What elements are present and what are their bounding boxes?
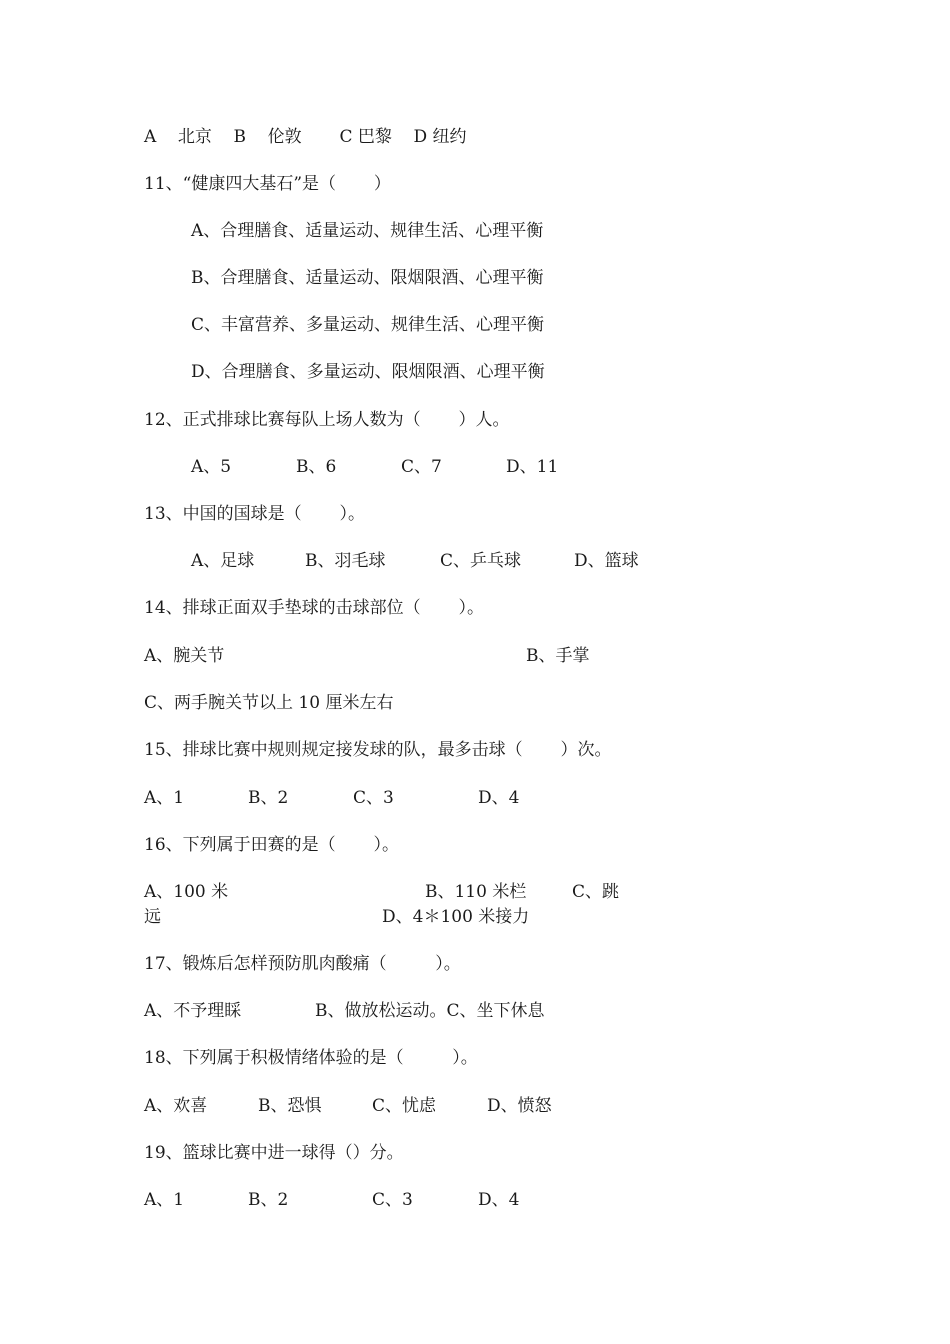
q15-question: 15、排球比赛中规则规定接发球的队，最多击球（ ）次。 [144,740,612,760]
q19-option-a: A、1 [144,1190,185,1210]
q12-question: 12、正式排球比赛每队上场人数为（ ）人。 [144,410,510,430]
q16-option-c: C、跳 [572,882,620,902]
q16-option-a: A、100 米 [144,882,229,902]
q17-question: 17、锻炼后怎样预防肌肉酸痛（ ）。 [144,954,461,974]
q14-question: 14、排球正面双手垫球的击球部位（ ）。 [144,598,484,618]
q13-question: 13、中国的国球是（ ）。 [144,504,365,524]
q19-option-b: B、2 [248,1190,289,1210]
q18-option-c: C、忧虑 [372,1096,437,1116]
q15-option-a: A、1 [144,788,185,808]
q15-option-c: C、3 [353,788,394,808]
q15-option-d: D、4 [478,788,520,808]
q12-option-d: D、11 [506,457,559,477]
q15-option-b: B、2 [248,788,289,808]
q14-option-b: B、手掌 [526,646,590,666]
q10-options: A 北京 B 伦敦 C 巴黎 D 纽约 [144,127,467,147]
q18-option-d: D、愤怒 [487,1096,552,1116]
q14-option-a: A、腕关节 [144,646,225,666]
q16-option-c-cont: 远 [144,907,161,927]
q18-option-a: A、欢喜 [144,1096,208,1116]
q13-option-d: D、篮球 [574,551,639,571]
q19-option-d: D、4 [478,1190,520,1210]
q13-option-a: A、足球 [191,551,255,571]
q17-option-b-c: B、做放松运动。C、坐下休息 [315,1001,545,1021]
q12-option-b: B、6 [296,457,337,477]
q12-option-c: C、7 [401,457,442,477]
q11-option-b: B、合理膳食、适量运动、限烟限酒、心理平衡 [191,268,544,288]
q11-option-c: C、丰富营养、多量运动、规律生活、心理平衡 [191,315,545,335]
q11-option-a: A、合理膳食、适量运动、规律生活、心理平衡 [191,221,544,241]
q11-question: 11、“健康四大基石”是（ ） [144,174,391,194]
q13-option-c: C、乒乓球 [440,551,522,571]
q14-option-c: C、两手腕关节以上 10 厘米左右 [144,693,394,713]
q18-question: 18、下列属于积极情绪体验的是（ ）。 [144,1048,478,1068]
q12-option-a: A、5 [191,457,232,477]
q19-option-c: C、3 [372,1190,413,1210]
q16-option-d: D、4＊100 米接力 [382,907,530,927]
q11-option-d: D、合理膳食、多量运动、限烟限酒、心理平衡 [191,362,545,382]
q16-question: 16、下列属于田赛的是（ ）。 [144,835,399,855]
q16-option-b: B、110 米栏 [425,882,527,902]
q18-option-b: B、恐惧 [258,1096,322,1116]
q19-question: 19、篮球比赛中进一球得（）分。 [144,1143,404,1163]
q13-option-b: B、羽毛球 [305,551,386,571]
q17-option-a: A、不予理睬 [144,1001,242,1021]
